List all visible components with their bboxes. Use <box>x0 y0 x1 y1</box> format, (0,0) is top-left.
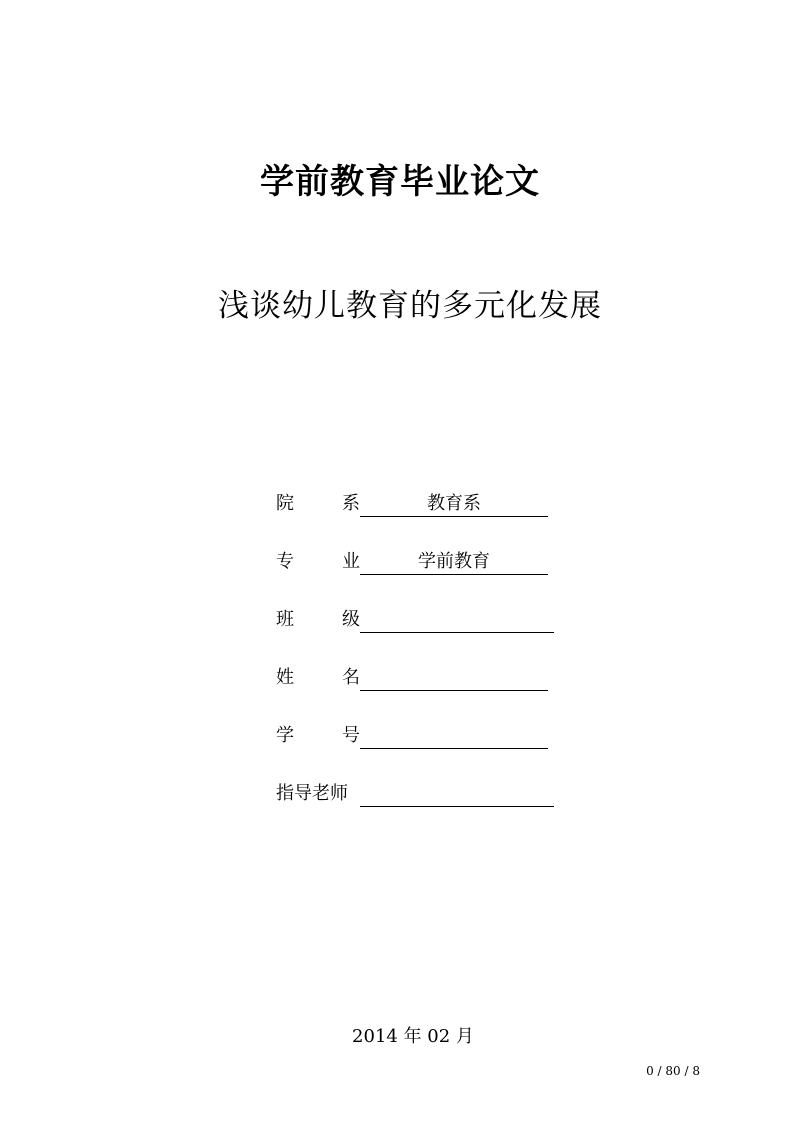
department-value[interactable]: 教育系 <box>360 490 548 517</box>
major-value[interactable]: 学前教育 <box>360 548 548 575</box>
field-class <box>276 606 576 664</box>
main-title: 学前教育毕业论文 <box>260 162 540 202</box>
field-advisor <box>276 780 576 838</box>
field-label-char: 姓 <box>276 667 294 688</box>
field-label-char: 学 <box>276 725 294 746</box>
field-label-char: 业 <box>342 551 360 572</box>
field-label <box>276 548 360 576</box>
field-department <box>276 490 576 548</box>
field-label-char: 名 <box>342 667 360 688</box>
field-major <box>276 548 576 606</box>
info-fields <box>276 490 576 838</box>
field-label-char: 系 <box>342 493 360 514</box>
field-label <box>276 722 360 750</box>
field-student-id <box>276 722 576 780</box>
advisor-label: 指导老师 <box>276 783 348 804</box>
class-value[interactable] <box>360 606 554 633</box>
name-value[interactable] <box>360 664 548 691</box>
field-label <box>276 606 360 634</box>
field-label <box>276 664 360 692</box>
page-number: 0 / 80 / 8 <box>646 1064 700 1078</box>
field-label-char: 院 <box>276 493 294 514</box>
field-label-char: 级 <box>342 609 360 630</box>
field-label-char: 号 <box>342 725 360 746</box>
date: 2014 年 02 月 <box>352 1026 474 1047</box>
field-label <box>276 490 360 518</box>
advisor-value[interactable] <box>360 780 554 807</box>
thesis-title: 浅谈幼儿教育的多元化发展 <box>218 288 602 324</box>
student-id-value[interactable] <box>360 722 548 749</box>
field-label-char: 专 <box>276 551 294 572</box>
field-label-char: 班 <box>276 609 294 630</box>
field-name <box>276 664 576 722</box>
